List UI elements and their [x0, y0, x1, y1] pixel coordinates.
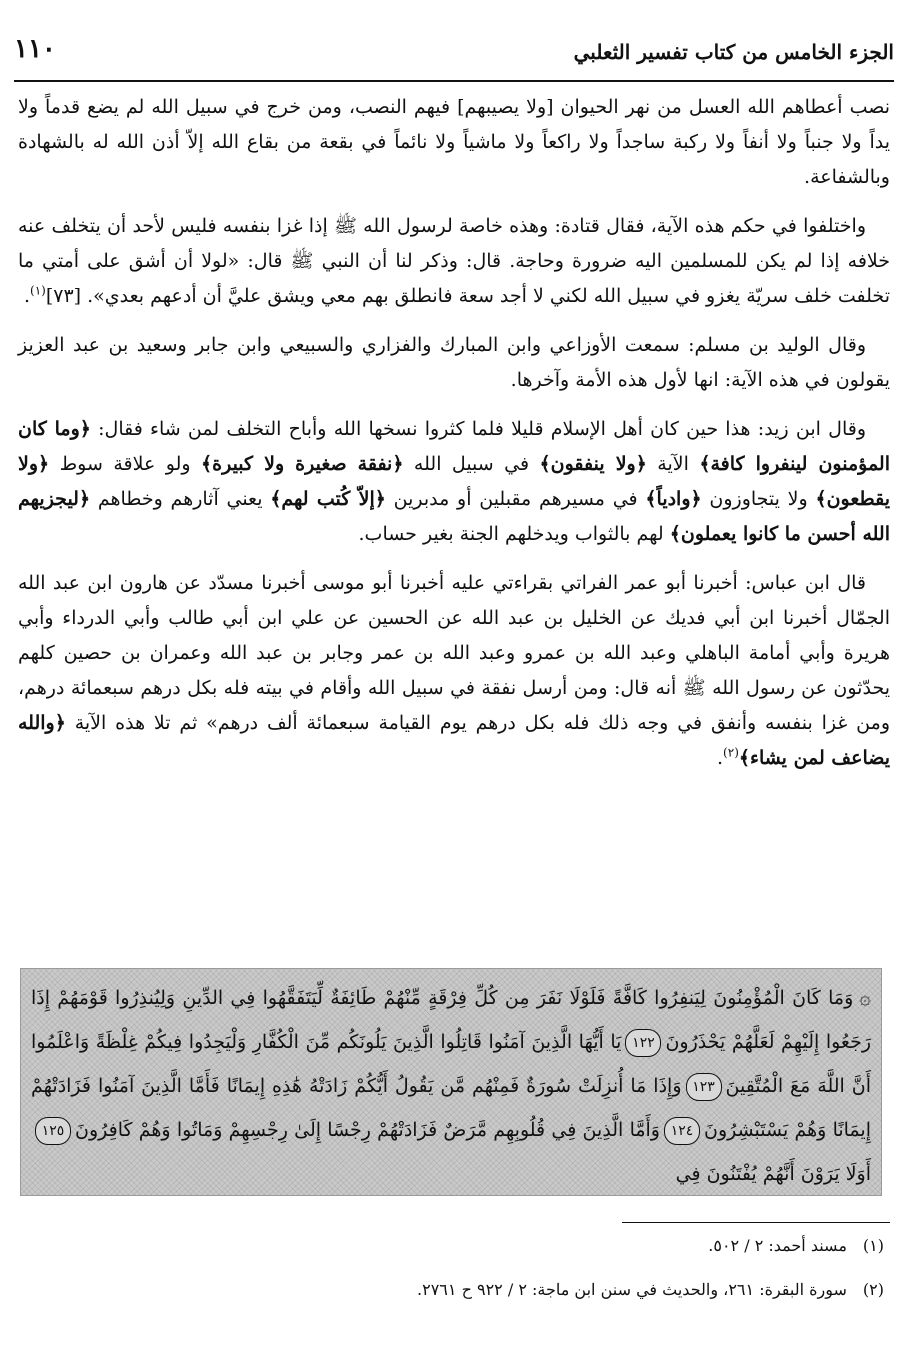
main-text — [18, 90, 890, 790]
p4-quote-4: ﴿ولا يقطعون﴾ — [18, 453, 890, 510]
verse-126-start: أَوَلَا يَرَوْنَ أَنَّهُمْ يُفْتَنُونَ فِي — [675, 1163, 871, 1185]
p4-text-8: لهم بالثواب ويدخلهم الجنة بغير حساب. — [358, 523, 670, 545]
verse-number-122: ١٢٢ — [625, 1029, 661, 1057]
page-header — [14, 30, 894, 82]
p5-quote-1: ﴿والله يضاعف لمن يشاء﴾ — [18, 712, 890, 769]
verse-number-124: ١٢٤ — [664, 1117, 700, 1145]
p4-quote-6: ﴿إلاّ كُتب لهم﴾ — [270, 488, 386, 510]
verse-number-123: ١٢٣ — [686, 1073, 722, 1101]
page-number: ١١٠ — [14, 34, 56, 64]
paragraph-1: نصب أعطاهم الله العسل من نهر الحيوان [ولا يصيبهم] فيهم النصب، ومن خرج في سبيل الله لم يضع قدماً ولا يداً ولا جنباً ولا أنفاً ولا ركبة ساجداً ولا راكعاً ولا ماشياً ولا نائماً في بقعة من بقاع الله إلاّ أذن الله له بالشهادة وبالشفاعة. — [18, 96, 890, 188]
verse-122: وَمَا كَانَ الْمُؤْمِنُونَ لِيَنفِرُوا كَافَّةً فَلَوْلَا نَفَرَ مِن كُلِّ فِرْقَةٍ مِّنْهُمْ طَائِفَةٌ لِّيَتَفَقَّهُوا فِي الدِّينِ وَلِيُنذِرُوا قَوْمَهُمْ إِذَا رَجَعُوا إِلَيْهِمْ لَعَلَّهُمْ يَحْذَرُونَ — [31, 987, 871, 1053]
verse-123: يَا أَيُّهَا الَّذِينَ آمَنُوا قَاتِلُوا الَّذِينَ يَلُونَكُم مِّنَ الْكُفَّارِ وَلْيَجِدُوا فِيكُمْ غِلْظَةً وَاعْلَمُوا أَنَّ اللَّهَ مَعَ الْمُتَّقِينَ — [31, 1031, 871, 1097]
p4-quote-3: ﴿نفقة صغيرة ولا كبيرة﴾ — [201, 453, 404, 475]
p4-text-5: ولا يتجاوزون — [701, 488, 816, 510]
footnote-separator — [622, 1222, 890, 1223]
paragraph-2 — [18, 209, 890, 314]
footnote-1-number: (١) — [862, 1236, 884, 1255]
rub-el-hizb-icon: ۞ — [859, 985, 871, 1009]
paragraph-2-end: . — [23, 285, 30, 307]
footnote-2-number: (٢) — [862, 1280, 884, 1299]
paragraph-2-text: واختلفوا في حكم هذه الآية، فقال قتادة: وهذه خاصة لرسول الله ﷺ إذا غزا بنفسه فليس لأحد أن يتخلف عنه خلافه إذا لم يكن للمسلمين اليه ضرورة وحاجة. قال: وذكر لنا أن النبي ﷺ قال: «لولا أن أشق على أمتي ما تخلفت خلف سريّة يغزو في سبيل الله لكني لا أجد سعة فانطلق بهم معي ويشق عليَّ أن أدعهم بعدي». [٧٣] — [18, 215, 890, 307]
p5-end: . — [717, 747, 724, 769]
p4-text-6: في مسيرهم مقبلين أو مدبرين — [385, 488, 646, 510]
p4-quote-5: ﴿وادياً﴾ — [645, 488, 702, 510]
running-title: الجزء الخامس من كتاب تفسير الثعلبي — [573, 40, 894, 64]
p4-text-2: الآية — [646, 453, 700, 475]
p4-text-4: ولو علاقة سوط — [49, 453, 201, 475]
footnote-1-text: مسند أحمد: ٢ / ٥٠٢. — [708, 1236, 847, 1255]
footnote-2-text: سورة البقرة: ٢٦١، والحديث في سنن ابن ماجة: ٢ / ٩٢٢ ح ٢٧٦١. — [417, 1280, 847, 1299]
p4-text-1: وقال ابن زيد: هذا حين كان أهل الإسلام قليلا فلما كثروا نسخها الله وأباح التخلف لمن شاء فقال: — [90, 418, 867, 440]
p4-text-7: يعني آثارهم وخطاهم — [90, 488, 271, 510]
footnote-2 — [18, 1278, 890, 1302]
verse-124: وَإِذَا مَا أُنزِلَتْ سُورَةٌ فَمِنْهُم مَّن يَقُولُ أَيُّكُمْ زَادَتْهُ هَٰذِهِ إِيمَانًا فَأَمَّا الَّذِينَ آمَنُوا فَزَادَتْهُمْ إِيمَانًا وَهُمْ يَسْتَبْشِرُونَ — [31, 1075, 871, 1141]
footnote-1 — [18, 1234, 890, 1258]
paragraph-5 — [18, 566, 890, 776]
p4-quote-1: ﴿وما كان المؤمنون لينفروا كافة﴾ — [18, 418, 891, 475]
p4-text-3: في سبيل الله — [403, 453, 540, 475]
verse-number-125: ١٢٥ — [35, 1117, 71, 1145]
footnote-ref-2[interactable]: (٢) — [723, 745, 739, 760]
footnote-ref-1[interactable]: (١) — [30, 283, 46, 298]
p5-text-1: قال ابن عباس: أخبرنا أبو عمر الفراتي بقراءتي عليه أخبرنا أبو موسى أخبرنا مسدّد عن هارون ابن عبد الله الجمّال أخبرنا ابن أبي فديك عن الخليل بن عبد الله عن الحسين عن علي ابن أبي طالب وأبي الدرداء وأبي هريرة وأبي أمامة الباهلي وعبد الله بن عمرو وعبد الله بن عمر وجابر بن عبد الله وعمران بن حصين كلهم يحدّثون عن رسول الله ﷺ أنه قال: ومن أرسل نفقة في سبيل الله وأقام في بيته فله بكل درهم سبعمائة درهم، ومن غزا بنفسه وأنفق في وجه ذلك فله بكل درهم يوم القيامة سبعمائة ألف درهم» ثم تلا هذه الآية — [18, 572, 890, 734]
p4-quote-7: ﴿ليجزيهم الله أحسن ما كانوا يعملون﴾ — [18, 488, 890, 545]
quran-verses-box — [20, 968, 882, 1196]
verse-125: وَأَمَّا الَّذِينَ فِي قُلُوبِهِم مَّرَضٌ فَزَادَتْهُمْ رِجْسًا إِلَىٰ رِجْسِهِمْ وَمَاتُوا وَهُمْ كَافِرُونَ — [75, 1119, 660, 1141]
p4-quote-2: ﴿ولا ينفقون﴾ — [539, 453, 647, 475]
paragraph-4 — [18, 412, 890, 552]
footnotes — [18, 1234, 890, 1322]
paragraph-3: وقال الوليد بن مسلم: سمعت الأوزاعي وابن المبارك والفزاري والسبيعي وابن جابر وسعيد بن عبد العزيز يقولون في هذه الآية: انها لأول هذه الأمة وآخرها. — [18, 334, 890, 391]
